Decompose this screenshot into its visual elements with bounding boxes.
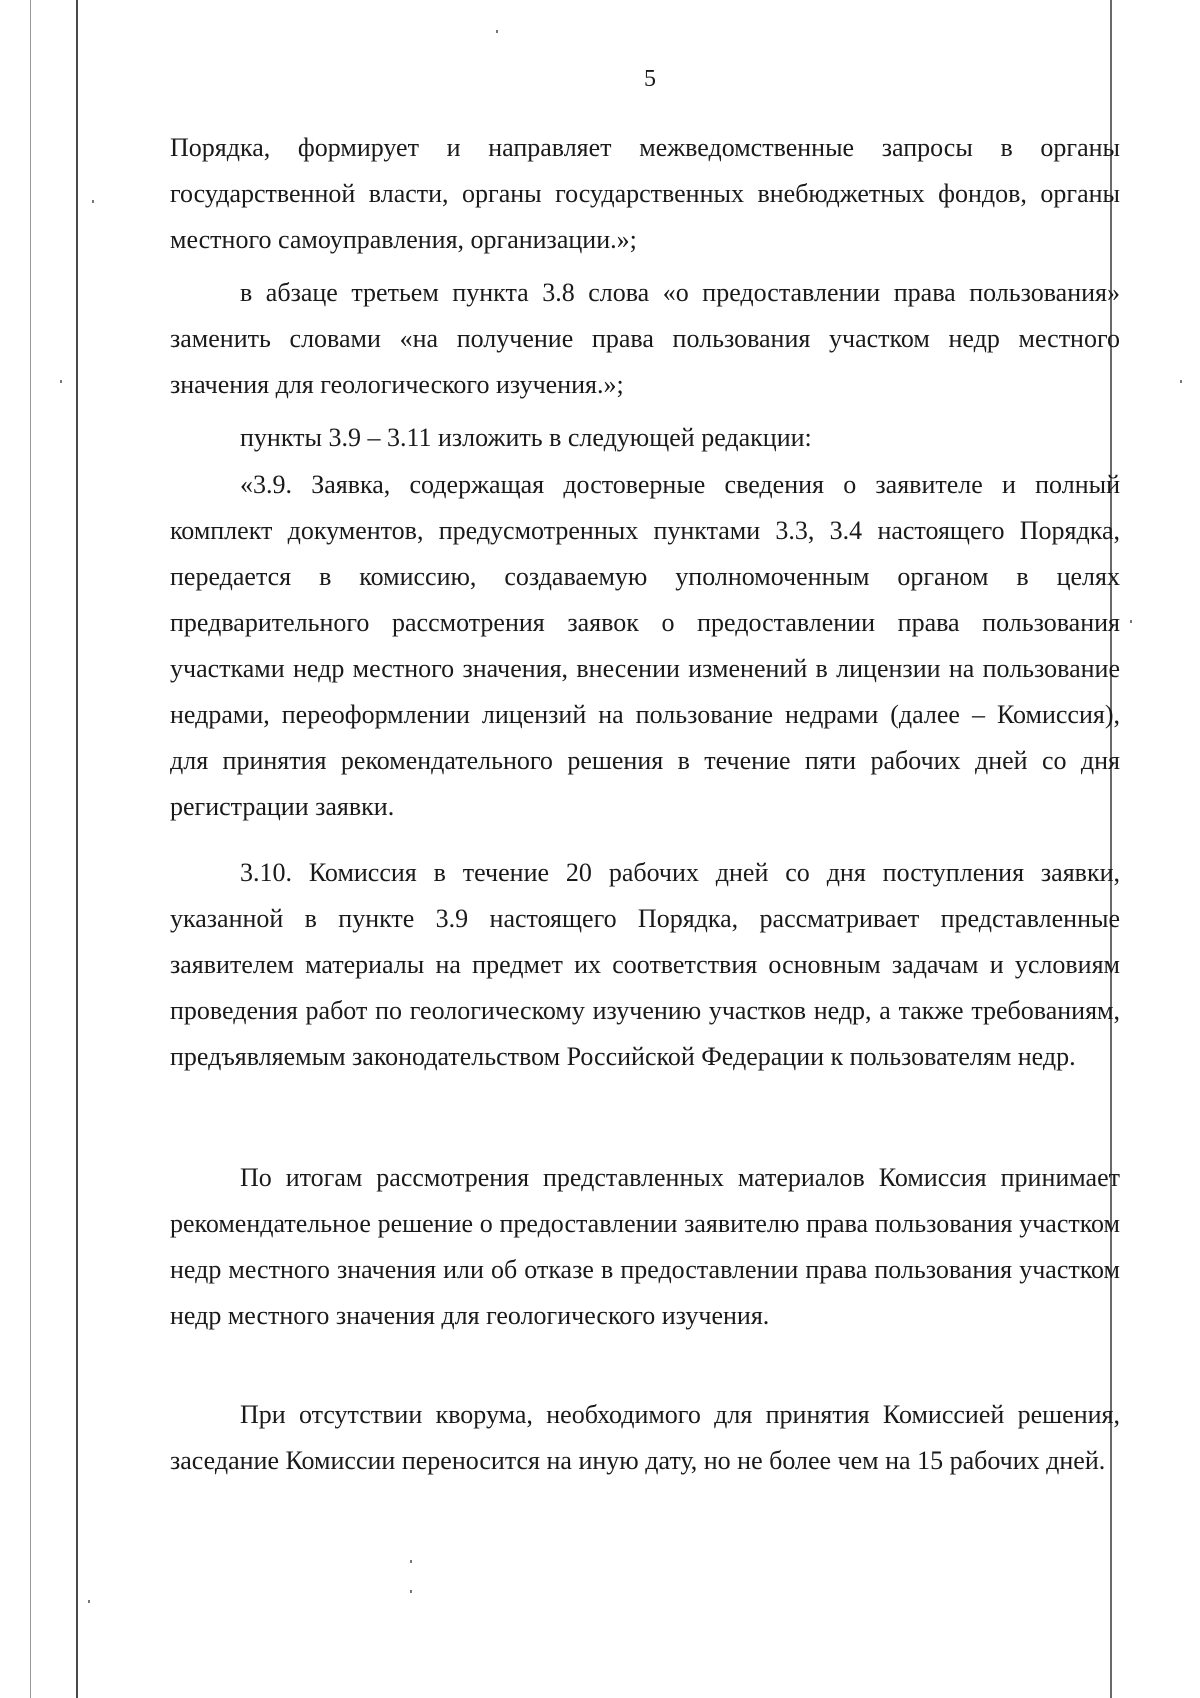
scan-speck	[1180, 380, 1182, 383]
paragraph: в абзаце третьем пункта 3.8 слова «о предоставлении права пользования» заменить словами «на получение права пользования участком недр местного значения для геологического изучения.»;	[170, 278, 1120, 399]
scan-speck	[92, 200, 94, 203]
scan-border-line	[30, 0, 31, 1698]
paragraph: пункты 3.9 – 3.11 изложить в следующей редакции:	[240, 423, 812, 452]
paragraph: 3.10. Комиссия в течение 20 рабочих дней со дня поступления заявки, указанной в пункте 3.9 настоящего Порядка, рассматривает представленные заявителем материалы на предмет их соответствия основным задачам и условиям проведения работ по геологическому изучению участков недр, а также требованиям, предъявляемым законодательством Российской Федерации к пользователям недр.	[170, 858, 1120, 1071]
paragraph: «3.9. Заявка, содержащая достоверные сведения о заявителе и полный комплект документов, предусмотренных пунктами 3.3, 3.4 настоящего Порядка, передается в комиссию, создаваемую уполномоченным органом в целях предварительного рассмотрения заявок о предоставлении права пользования участками недр местного значения, внесении изменений в лицензии на пользование недрами, переоформлении лицензий на пользование недрами (далее – Комиссия), для принятия рекомендательного решения в течение пяти рабочих дней со дня регистрации заявки.	[170, 470, 1120, 821]
paragraph-block	[170, 1155, 1120, 1339]
page-number: 5	[644, 66, 656, 92]
scan-speck	[88, 1600, 90, 1603]
paragraph-block	[170, 1392, 1120, 1484]
paragraph-block	[170, 462, 1120, 830]
scan-speck	[410, 1560, 412, 1563]
paragraph: По итогам рассмотрения представленных материалов Комиссия принимает рекомендательное решение о предоставлении заявителю права пользования участком недр местного значения или об отказе в предоставлении права пользования участком недр местного значения для геологического изучения.	[170, 1163, 1120, 1330]
scan-speck	[410, 1590, 412, 1593]
paragraph-block	[170, 270, 1120, 408]
paragraph: Порядка, формирует и направляет межведомственные запросы в органы государственной власти, органы государственных внебюджетных фондов, органы местного самоуправления, организации.»;	[170, 133, 1120, 254]
paragraph-block	[170, 415, 1120, 461]
paragraph-block	[170, 850, 1120, 1080]
paragraph: При отсутствии кворума, необходимого для принятия Комиссией решения, заседание Комиссии переносится на иную дату, но не более чем на 15 рабочих дней.	[170, 1400, 1120, 1475]
scan-speck	[1130, 620, 1132, 623]
scan-speck	[60, 380, 62, 383]
scan-border-line	[76, 0, 78, 1698]
scan-speck	[496, 30, 498, 33]
paragraph-continuation	[170, 125, 1120, 263]
